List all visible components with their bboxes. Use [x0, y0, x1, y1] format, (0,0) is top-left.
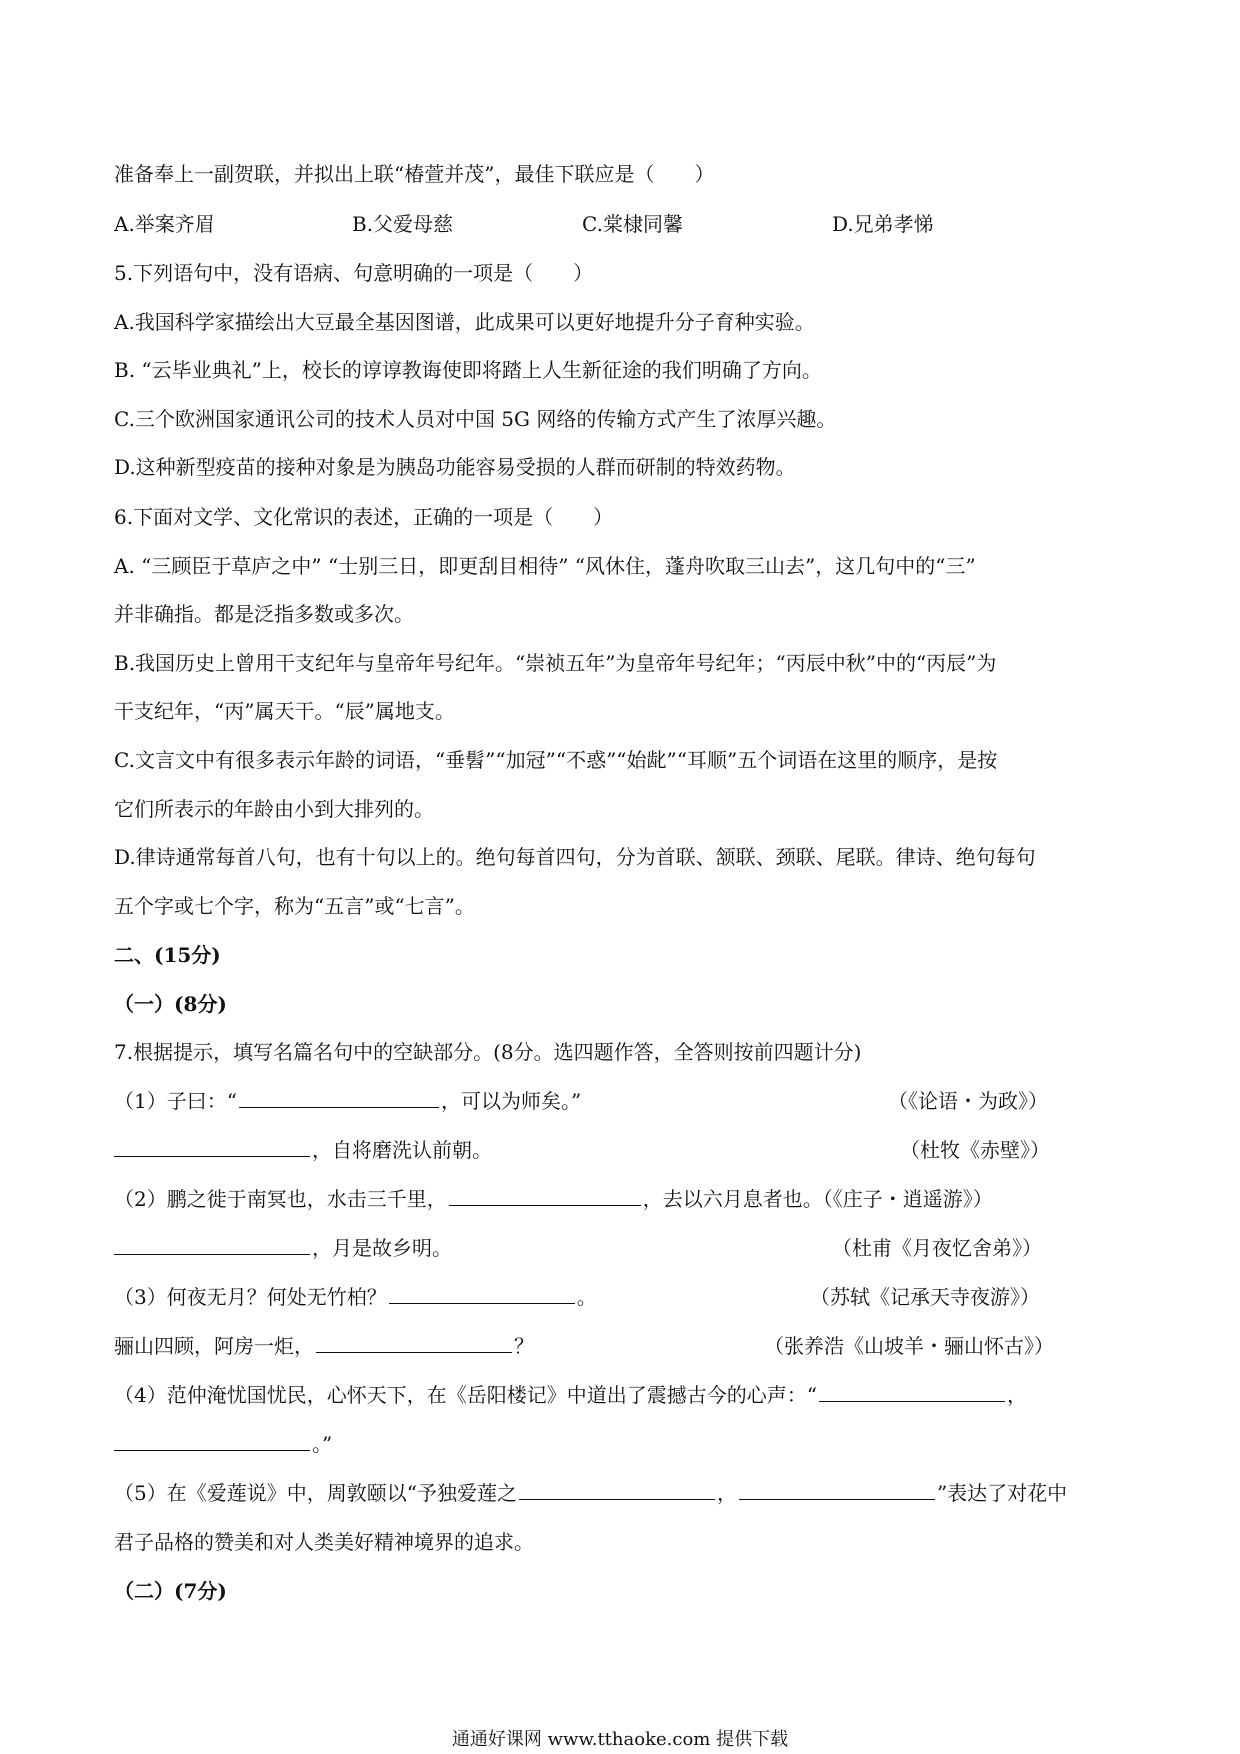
q7-item-5b: 君子品格的赞美和对人类美好精神境界的追求。: [114, 1530, 534, 1554]
answer-blank[interactable]: [819, 1381, 1005, 1402]
answer-blank[interactable]: [114, 1430, 310, 1451]
q7-item-5a: （5）在《爱莲说》中，周敦颐以“予独爱莲之 ， ”表达了对花中: [114, 1481, 1068, 1505]
q6-option-b-line1: B.我国历史上曾用干支纪年与皇帝年号纪年。“崇祯五年”为皇帝年号纪年；“丙辰中秋”中的“丙辰”为: [114, 651, 997, 675]
answer-blank[interactable]: [114, 1136, 310, 1157]
q7-item-3b-source: （张养浩《山坡羊・骊山怀古》）: [764, 1334, 1054, 1358]
section-2-part-1-title: （一）(8分): [114, 992, 227, 1016]
q6-stem: 6.下面对文学、文化常识的表述，正确的一项是（ ）: [114, 505, 614, 529]
q6-option-c-line1: C.文言文中有很多表示年龄的词语，“垂髫”“加冠”“不惑”“始龀”“耳顺”五个词语在这里的顺序，是按: [114, 748, 998, 772]
q7-item-2a: （2）鹏之徙于南冥也，水击三千里， ，去以六月息者也。（《庄子・逍遥游》）: [114, 1187, 993, 1211]
answer-blank[interactable]: [239, 1087, 439, 1108]
q5-option-b: B. “云毕业典礼”上，校长的谆谆教诲使即将踏上人生新征途的我们明确了方向。: [114, 358, 822, 382]
q7-item-1a-source: （《论语・为政》）: [888, 1089, 1048, 1113]
q5-option-a: A.我国科学家描绘出大豆最全基因图谱，此成果可以更好地提升分子育种实验。: [114, 310, 815, 334]
q7-item-2a-source: （《庄子・逍遥游》）: [822, 1187, 993, 1211]
q6-option-a-line1: A. “三顾臣于草庐之中” “士别三日，即更刮目相待” “风休住，蓬舟吹取三山去”，这几句中的“三”: [114, 554, 976, 578]
q6-option-a-line2: 并非确指。都是泛指多数或多次。: [114, 602, 414, 626]
footer-watermark: 通通好课网 www.tthaoke.com 提供下载: [451, 1729, 789, 1750]
q4-option-a: A.举案齐眉: [114, 212, 215, 236]
q7-item-1b: ，自将磨洗认前朝。: [114, 1136, 492, 1164]
section-2-part-2-title: （二）(7分): [114, 1579, 227, 1603]
q7-item-3a: （3）何夜无月？何处无竹柏？ 。: [114, 1285, 597, 1309]
answer-blank[interactable]: [114, 1234, 310, 1255]
q7-item-2b-source: （杜甫《月夜忆舍弟》）: [832, 1236, 1042, 1260]
q5-stem: 5.下列语句中，没有语病、句意明确的一项是（ ）: [114, 261, 594, 285]
q4-option-d: D.兄弟孝悌: [832, 212, 934, 236]
q4-stem: 准备奉上一副贺联，并拟出上联“椿萱并茂”，最佳下联应是（ ）: [114, 162, 715, 186]
q7-item-4a: （4）范仲淹忧国忧民，心怀天下，在《岳阳楼记》中道出了震撼古今的心声：“ ，: [114, 1383, 1027, 1407]
q6-option-b-line2: 干支纪年，“丙”属天干。“辰”属地支。: [114, 699, 455, 723]
q5-option-c: C.三个欧洲国家通讯公司的技术人员对中国 5G 网络的传输方式产生了浓厚兴趣。: [114, 407, 837, 431]
q6-option-d-line2: 五个字或七个字，称为“五言”或“七言”。: [114, 894, 475, 918]
section-2-title: 二、(15分): [114, 943, 221, 967]
q4-option-c: C.棠棣同馨: [582, 212, 683, 236]
q7-item-1a: （1）子曰：“ ，可以为师矣。”: [114, 1089, 582, 1113]
answer-blank[interactable]: [519, 1479, 715, 1500]
q7-item-3b: 骊山四顾，阿房一炬， ？: [114, 1334, 534, 1358]
answer-blank[interactable]: [316, 1332, 512, 1353]
q6-option-c-line2: 它们所表示的年龄由小到大排列的。: [114, 797, 434, 821]
q7-item-3a-source: （苏轼《记承天寺夜游》）: [810, 1285, 1040, 1309]
answer-blank[interactable]: [449, 1185, 641, 1206]
q6-option-d-line1: D.律诗通常每首八句，也有十句以上的。绝句每首四句，分为首联、颔联、颈联、尾联。律诗、绝句每句: [114, 845, 1036, 869]
q4-option-b: B.父爱母慈: [352, 212, 454, 236]
q7-item-2b: ，月是故乡明。: [114, 1234, 452, 1262]
q5-option-d: D.这种新型疫苗的接种对象是为胰岛功能容易受损的人群而研制的特效药物。: [114, 455, 796, 479]
answer-blank[interactable]: [739, 1479, 935, 1500]
q7-item-1b-source: （杜牧《赤壁》）: [900, 1138, 1050, 1162]
answer-blank[interactable]: [389, 1283, 575, 1304]
q7-item-4b: 。”: [114, 1430, 332, 1458]
q7-stem: 7.根据提示，填写名篇名句中的空缺部分。(8分。选四题作答，全答则按前四题计分): [114, 1040, 862, 1064]
